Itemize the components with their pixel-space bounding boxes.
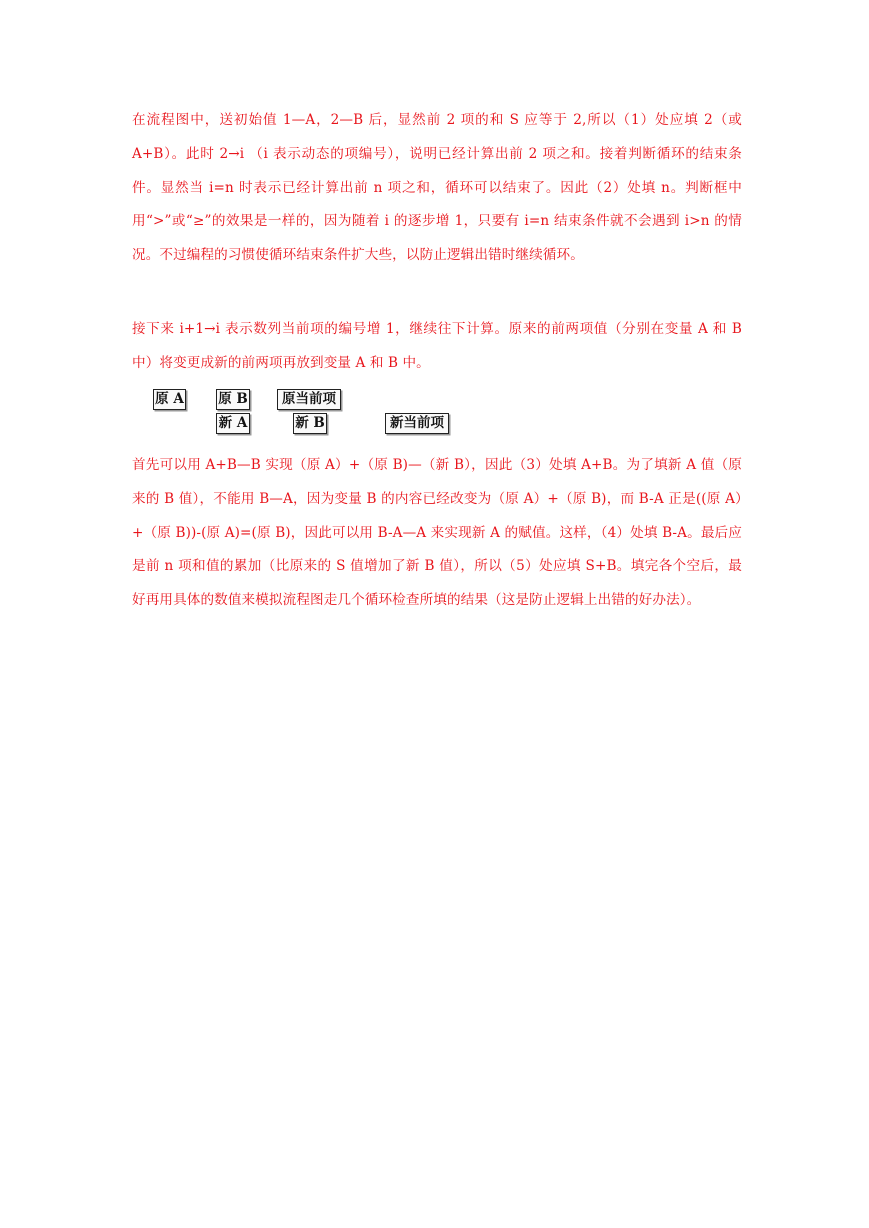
- box-new-current-term: 新当前项: [385, 413, 449, 434]
- box-original-a: 原 A: [153, 389, 186, 410]
- paragraph-assignment-steps: 首先可以用 A+B—B 实现（原 A）+（原 B)—（新 B），因此（3）处填 A+B。为了填新 A 值（原来的 B 值），不能用 B—A，因为变量 B 的内容已经改变为（原 A）+（原 B)，而 B-A 正是((原 A）+（原 B))-(原 A)=(原 B)，因此可以用 B-A—A 来实现新 A 的赋值。这样，（4）处填 B-A。最后应是前 n 项和值的累加（比原来的 S 值增加了新 B 值），所以（5）处应填 S+B。填完各个空后，最好再用具体的数值来模拟流程图走几个循环检查所填的结果（这是防止逻辑上出错的好办法）。: [132, 457, 742, 609]
- variable-shift-diagram: [153, 389, 453, 437]
- box-original-b: 原 B: [216, 389, 250, 410]
- box-new-a: 新 A: [216, 413, 250, 434]
- box-new-b: 新 B: [293, 413, 327, 434]
- paragraph-flowchart-explanation: 在流程图中，送初始值 1—A，2—B 后，显然前 2 项的和 S 应等于 2,所以（1）处应填 2（或 A+B）。此时 2→i （i 表示动态的项编号），说明已经计算出前 2 项之和。接着判断循环的结束条件。显然当 i=n 时表示已经计算出前 n 项之和，循环可以结束了。因此（2）处填 n。判断框中用“>”或“≥”的效果是一样的，因为随着 i 的逐步增 1，只要有 i=n 结束条件就不会遇到 i>n 的情况。不过编程的习惯使循环结束条件扩大些，以防止逻辑出错时继续循环。: [132, 112, 742, 264]
- box-original-current-term: 原当前项: [277, 389, 341, 410]
- paragraph-index-increment: 接下来 i+1→i 表示数列当前项的编号增 1，继续往下计算。原来的前两项值（分别在变量 A 和 B 中）将变更成新的前两项再放到变量 A 和 B 中。: [132, 321, 742, 371]
